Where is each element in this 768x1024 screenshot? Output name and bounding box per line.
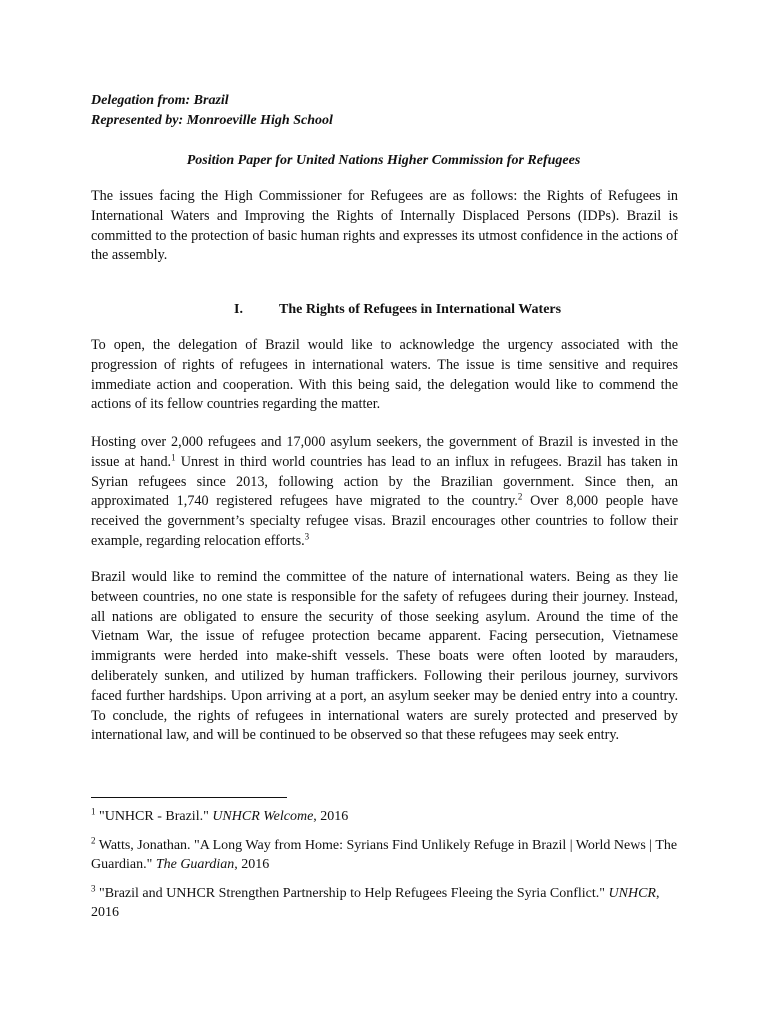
footnote-number: 2: [91, 835, 96, 846]
section-title: The Rights of Refugees in International Waters: [279, 302, 562, 317]
footnote-3: [91, 884, 686, 922]
paragraph-2-text-c: Over 8,000 people have received the government’s specialty refugee visas. Brazil encourages other countries to follow their example, regarding relocation efforts.: [91, 493, 678, 549]
footnote-text: "Brazil and UNHCR Strengthen Partnership to Help Refugees Fleeing the Syria Conflict.": [99, 886, 609, 901]
represented-by-line: Represented by: Monroeville High School: [91, 113, 333, 128]
footnote-text: "UNHCR - Brazil.": [99, 809, 213, 824]
footnote-1: [91, 807, 686, 826]
footnote-number: 1: [91, 806, 96, 817]
footnote-ref-1: 1: [171, 452, 176, 463]
footnote-ref-2: 2: [517, 491, 523, 502]
footnote-2: [91, 836, 686, 874]
body-paragraph-3: Brazil would like to remind the committee of the nature of international waters. Being as they lie between countries, no one state is responsible for the safety of refugees during their journey. Instead, all nations are obligated to ensure the security of those seeking asylum. Around the time of the Vietnam War, the issue of refugee protection became apparent. Facing persecution, Vietnamese immigrants were herded into make-shift vessels. These boats were often looted by marauders, deliberately sunken, and utilized by human traffickers. Following their perilous journey, survivors faced further hardships. Upon arriving at a port, an asylum seeker may be denied entry into a country. To conclude, the rights of refugees in international waters are surely protected and preserved by international law, and will be continued to be observed so that these refugees may seek entry.: [91, 569, 678, 744]
delegation-line: Delegation from: Brazil: [91, 93, 229, 108]
footnote-number: 3: [91, 883, 96, 894]
body-paragraph-2: [91, 433, 678, 552]
footnote-divider: [91, 797, 287, 798]
footnote-text: Watts, Jonathan. "A Long Way from Home: Syrians Find Unlikely Refuge in Brazil | World News | The Guardian.": [91, 838, 678, 872]
footnote-year: , 2016: [234, 857, 270, 872]
footnote-ref-3: 3: [304, 531, 310, 542]
body-paragraph-1: To open, the delegation of Brazil would like to acknowledge the urgency associated with the progression of rights of refugees in international waters. The issue is time sensitive and requires immediate action and cooperation. With this being said, the delegation would like to commend the actions of its fellow countries regarding the matter.: [91, 337, 678, 413]
footnote-source: UNHCR Welcome: [212, 809, 314, 824]
footnote-year: , 2016: [313, 809, 349, 824]
paragraph-2-text-a: Hosting over 2,000 refugees and 17,000 asylum seekers, the government of Brazil is invested in the issue at hand.: [91, 434, 678, 470]
intro-paragraph: The issues facing the High Commissioner for Refugees are as follows: the Rights of Refugees in International Waters and Improving the Rights of Internally Displaced Persons (IDPs). Brazil is committed to the protection of basic human rights and expresses its utmost confidence in the actions of the assembly.: [91, 188, 678, 264]
footnote-year: , 2016: [91, 886, 660, 920]
section-number: I.: [234, 302, 243, 317]
paragraph-2-text-b: Unrest in third world countries has lead to an influx in refugees. Brazil has taken in Syrian refugees since 2013, following action by the Brazilian government. Since then, an approximated 1,740 registered refugees have migrated to the country.: [91, 453, 678, 510]
footnote-source: UNHCR: [608, 886, 656, 901]
paper-title: Position Paper for United Nations Higher Commission for Refugees: [186, 153, 581, 168]
footnote-source: The Guardian: [155, 857, 235, 872]
